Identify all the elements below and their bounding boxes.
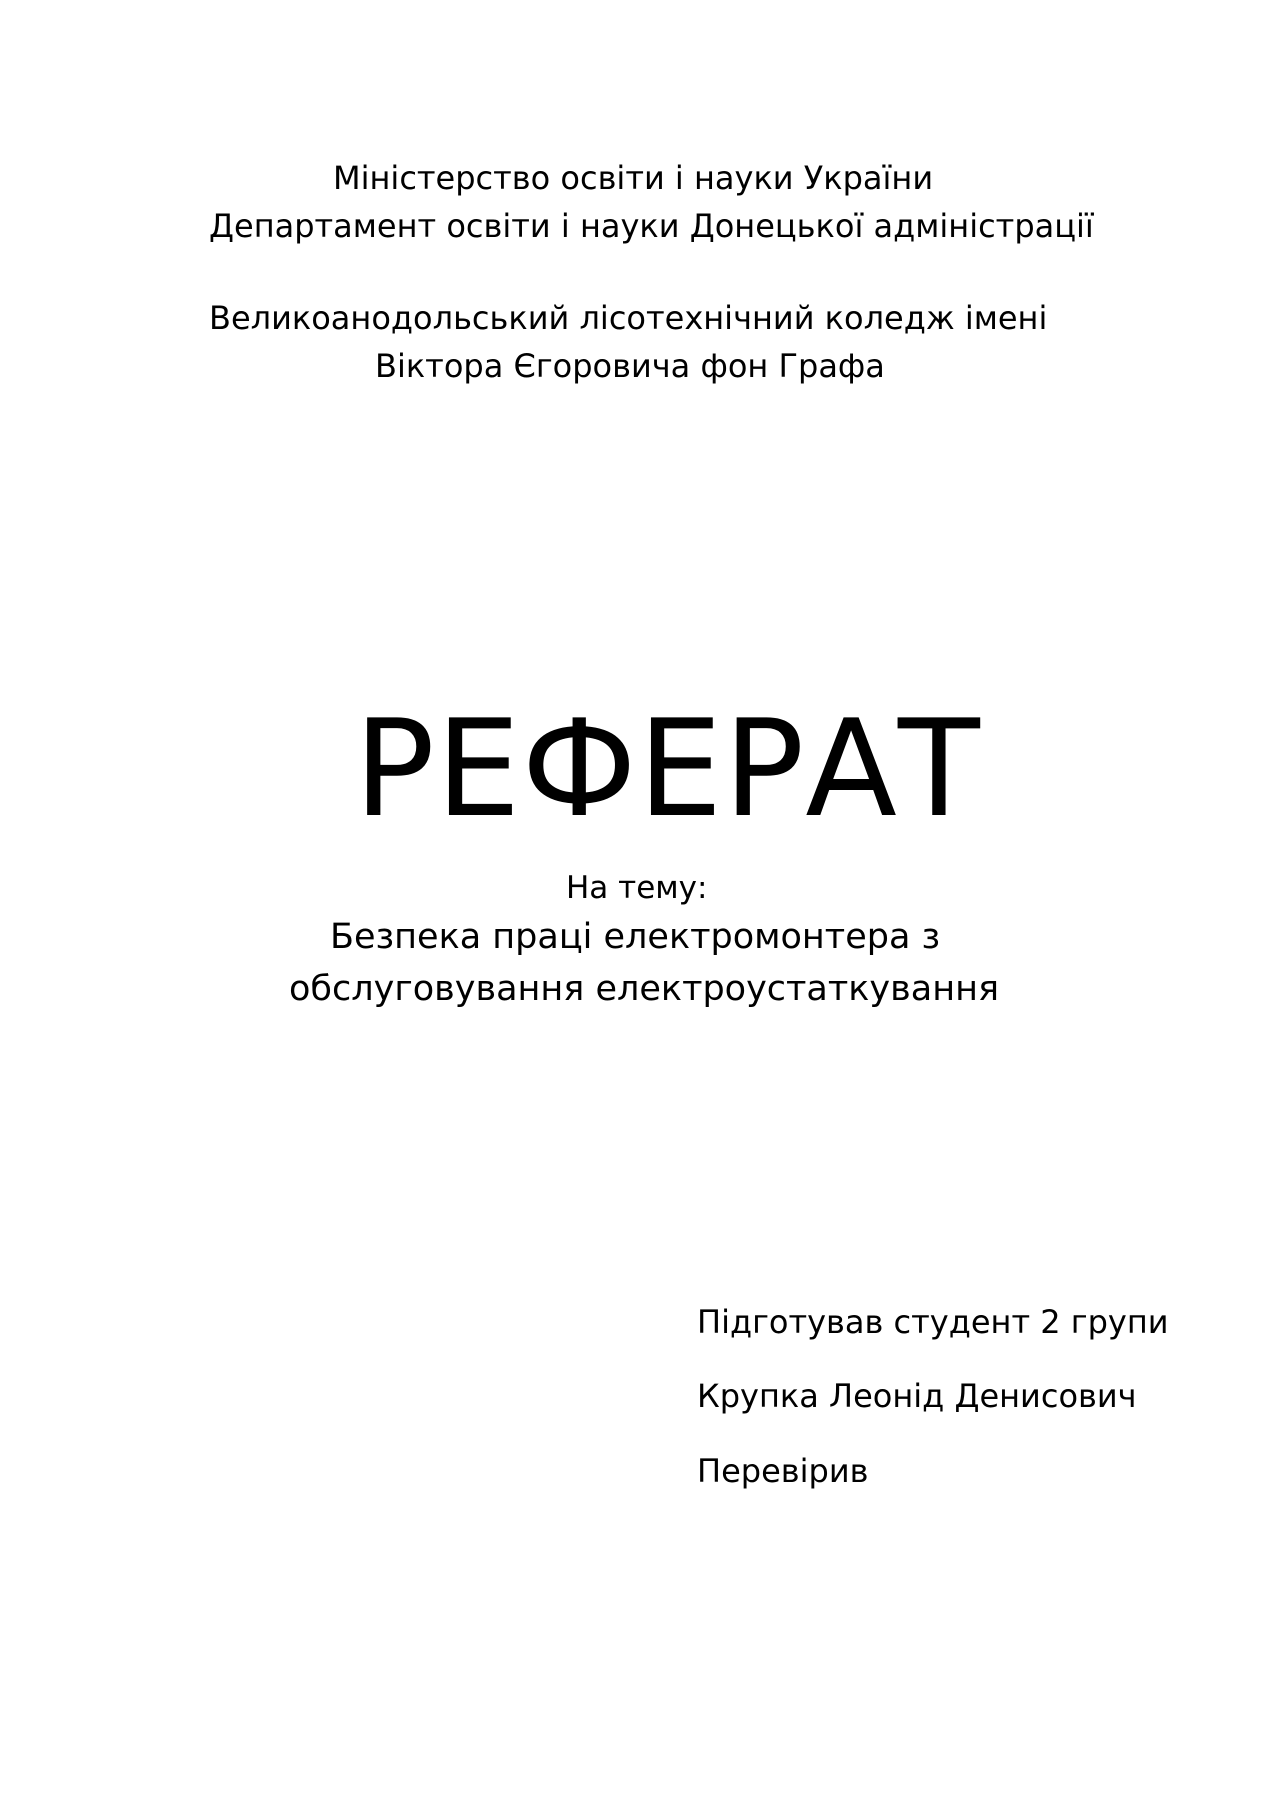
topic-label: На тему: (566, 870, 708, 906)
college-name-line-2: Віктора Єгоровича фон Графа (375, 347, 885, 385)
topic-line-2: обслуговування електроустаткування (289, 969, 1000, 1009)
student-name: Крупка Леонід Денисович (697, 1377, 1137, 1415)
department-name: Департамент освіти і науки Донецької адміністрації (209, 207, 1094, 245)
topic-line-1: Безпека праці електромонтера з (330, 917, 941, 957)
document-title: РЕФЕРАТ (354, 691, 981, 847)
college-name-line-1: Великоанодольський лісотехнічний коледж імені (209, 299, 1048, 337)
checked-by-label: Перевірив (697, 1452, 869, 1490)
ministry-name: Міністерство освіти і науки України (333, 159, 934, 197)
prepared-by-label: Підготував студент 2 групи (697, 1303, 1169, 1341)
